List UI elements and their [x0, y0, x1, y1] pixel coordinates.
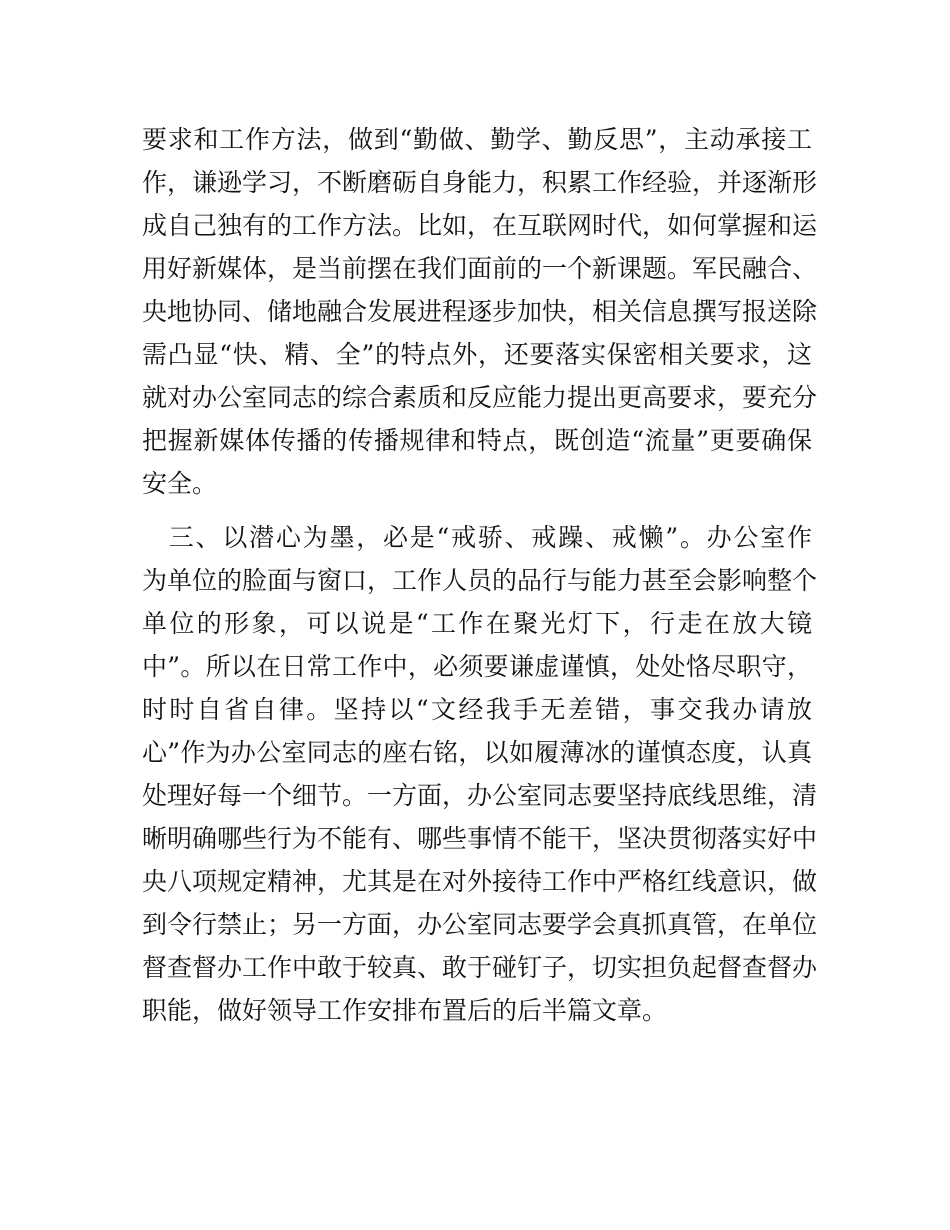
text-line: 时时自省自律。坚持以“文经我手无差错，事交我办请放	[142, 695, 812, 724]
text-line: 三、以潜心为墨，必是“戒骄、戒躁、戒懒”。办公室作	[142, 523, 812, 552]
text-line: 把握新媒体传播的传播规律和特点，既创造“流量”更要确保	[142, 426, 812, 455]
text-line: 需凸显“快、精、全”的特点外，还要落实保密相关要求，这	[142, 340, 812, 369]
text-line: 到令行禁止；另一方面，办公室同志要学会真抓真管，在单位	[142, 910, 818, 939]
text-line: 处理好每一个细节。一方面，办公室同志要坚持底线思维，清	[142, 781, 818, 810]
text-line: 中”。所以在日常工作中，必须要谦虚谨慎，处处恪尽职守，	[142, 652, 812, 681]
text-line: 作，谦逊学习，不断磨砺自身能力，积累工作经验，并逐渐形	[142, 168, 818, 197]
text-line: 职能，做好领导工作安排布置后的后半篇文章。	[142, 996, 668, 1025]
text-line: 心”作为办公室同志的座右铭，以如履薄冰的谨慎态度，认真	[142, 738, 812, 767]
text-line: 安全。	[142, 469, 218, 498]
text-line: 就对办公室同志的综合素质和反应能力提出更高要求，要充分	[142, 383, 818, 412]
text-line: 晰明确哪些行为不能有、哪些事情不能干，坚决贯彻落实好中	[142, 824, 818, 853]
text-line: 要求和工作方法，做到“勤做、勤学、勤反思”，主动承接工	[142, 125, 812, 154]
text-line: 督查督办工作中敢于较真、敢于碰钉子，切实担负起督查督办	[142, 953, 818, 982]
text-line: 为单位的脸面与窗口，工作人员的品行与能力甚至会影响整个	[142, 566, 818, 595]
text-line: 用好新媒体，是当前摆在我们面前的一个新课题。军民融合、	[142, 254, 818, 283]
text-line: 央地协同、储地融合发展进程逐步加快，相关信息撰写报送除	[142, 297, 818, 326]
text-line: 单位的形象，可以说是“工作在聚光灯下，行走在放大镜	[142, 609, 812, 638]
text-line: 成自己独有的工作方法。比如，在互联网时代，如何掌握和运	[142, 211, 818, 240]
text-line: 央八项规定精神，尤其是在对外接待工作中严格红线意识，做	[142, 867, 818, 896]
paragraph-1	[142, 118, 818, 505]
paragraph-2	[142, 516, 818, 1032]
